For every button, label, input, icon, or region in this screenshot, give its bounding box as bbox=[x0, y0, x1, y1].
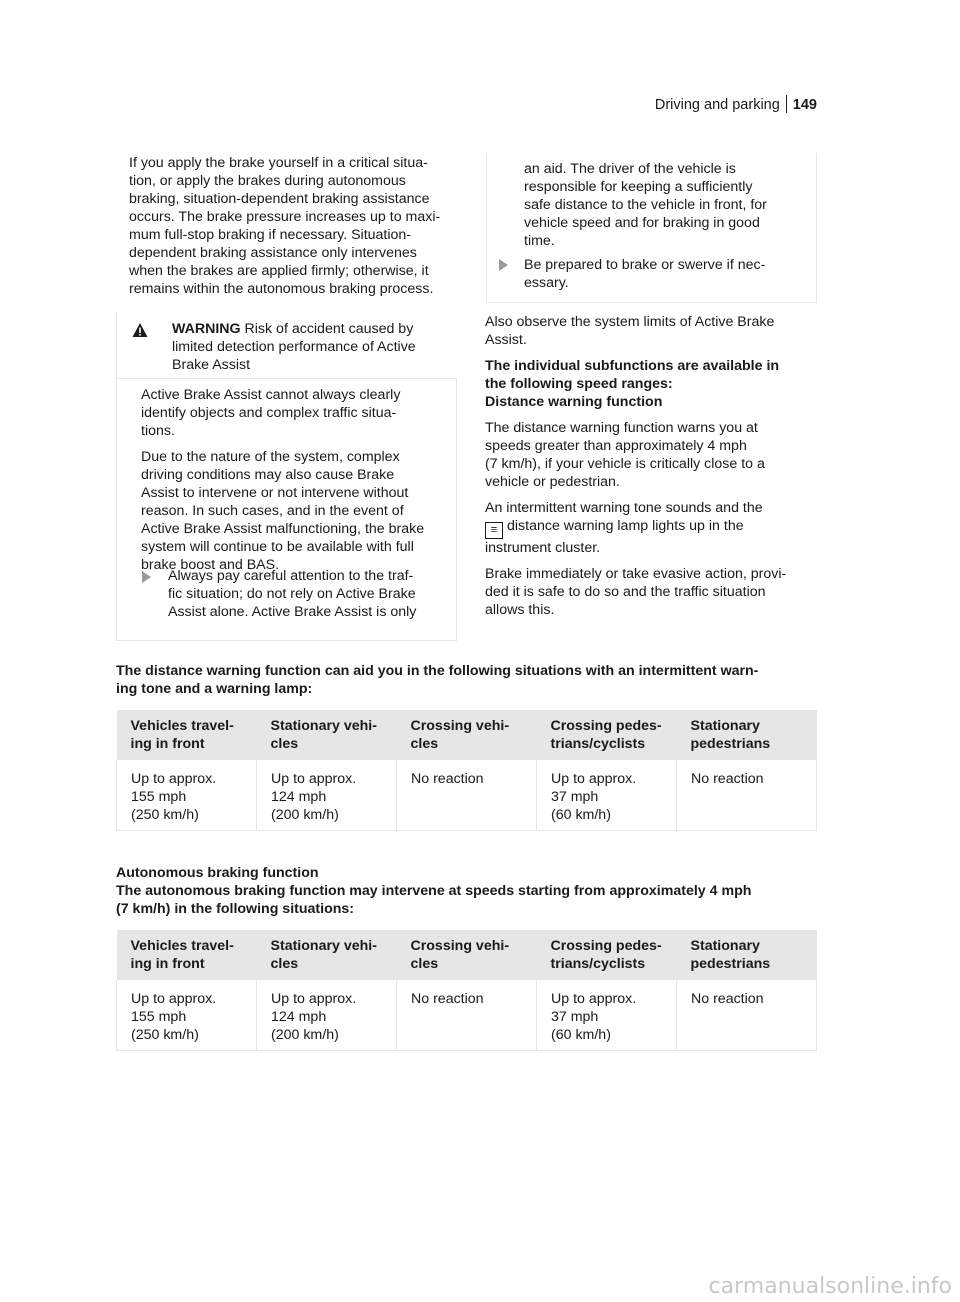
speed-table-distance-warning bbox=[116, 710, 817, 831]
right-column bbox=[485, 313, 825, 627]
text-line: Assist. bbox=[485, 332, 527, 348]
text-line: time. bbox=[524, 233, 555, 249]
subfunctions-heading bbox=[485, 357, 825, 393]
warning-bullet-text bbox=[168, 567, 453, 621]
warning-paragraph bbox=[141, 448, 441, 574]
text-line: Active Brake Assist malfunctioning, the brake bbox=[141, 521, 425, 537]
text-line: vehicle speed and for braking in good bbox=[524, 215, 760, 231]
warning-box-continuation bbox=[486, 153, 817, 303]
warning-triangle-icon bbox=[132, 322, 148, 338]
table-header-row bbox=[117, 710, 817, 760]
text-line: Active Brake Assist cannot always clearly bbox=[141, 387, 401, 403]
distance-lamp-paragraph bbox=[485, 499, 825, 557]
text-line: reason. In such cases, and in the event of bbox=[141, 503, 404, 519]
page-header bbox=[655, 95, 817, 114]
table-cell: No reaction bbox=[397, 760, 537, 831]
text-line: The distance warning function warns you at bbox=[485, 420, 758, 436]
speed-table-autonomous-braking bbox=[116, 930, 817, 1051]
warning-divider bbox=[117, 378, 456, 379]
text-line: system will continue to be available with full bbox=[141, 539, 414, 555]
bullet-arrow-icon bbox=[142, 571, 151, 583]
table-header-row bbox=[117, 930, 817, 980]
warning-header bbox=[117, 312, 458, 378]
text-line: Brake immediately or take evasive action, provi‐ bbox=[485, 566, 787, 582]
text-line: instrument cluster. bbox=[485, 540, 601, 556]
bullet-arrow-icon bbox=[499, 259, 508, 271]
text-line: identify objects and complex traffic situa‐ bbox=[141, 405, 397, 421]
section-title-distance bbox=[116, 662, 836, 698]
text-line: when the brakes are applied firmly; otherwise, it bbox=[129, 263, 429, 279]
bullet-text bbox=[524, 256, 809, 292]
warning-title bbox=[172, 320, 442, 374]
text-line: Risk of accident caused by bbox=[244, 321, 414, 337]
text-line: mum full-stop braking if necessary. Situation- bbox=[129, 227, 412, 243]
text-line: responsible for keeping a sufficiently bbox=[524, 179, 753, 195]
text-line: ing tone and a warning lamp: bbox=[116, 681, 313, 697]
table-row bbox=[117, 760, 817, 831]
page-number: 149 bbox=[792, 97, 817, 113]
table-cell: Up to approx. 155 mph (250 km/h) bbox=[117, 760, 257, 831]
text-line: brake boost and BAS. bbox=[141, 557, 280, 573]
table-header: Stationary vehi‐ cles bbox=[257, 710, 397, 760]
table-row bbox=[117, 980, 817, 1051]
text-line: occurs. The brake pressure increases up to maxi‐ bbox=[129, 209, 441, 225]
distance-paragraph bbox=[485, 419, 825, 491]
table-header: Crossing pedes‐ trians/cyclists bbox=[537, 710, 677, 760]
text-line: braking, situation-dependent braking assistance bbox=[129, 191, 430, 207]
text-line: Autonomous braking function bbox=[116, 865, 319, 881]
brake-paragraph bbox=[485, 565, 825, 619]
text-line: Be prepared to brake or swerve if nec‐ bbox=[524, 257, 766, 273]
text-line: ded it is safe to do so and the traffic situation bbox=[485, 584, 766, 600]
text-line: tion, or apply the brakes during autonomous bbox=[129, 173, 406, 189]
text-line: vehicle or pedestrian. bbox=[485, 474, 620, 490]
table-header: Stationary pedestrians bbox=[677, 930, 817, 980]
table-header: Crossing pedes‐ trians/cyclists bbox=[537, 930, 677, 980]
text-line: Also observe the system limits of Active Brake bbox=[485, 314, 775, 330]
watermark: carmanualsonline.info bbox=[708, 1274, 952, 1299]
distance-warning-heading: Distance warning function bbox=[485, 394, 663, 410]
warning-body bbox=[141, 386, 441, 582]
section-title-autonomous bbox=[116, 864, 836, 918]
text-line: tions. bbox=[141, 423, 175, 439]
text-line: Assist alone. Active Brake Assist is only bbox=[168, 604, 417, 620]
table-cell: No reaction bbox=[397, 980, 537, 1051]
text-line: fic situation; do not rely on Active Brake bbox=[168, 586, 416, 602]
section-name: Driving and parking bbox=[654, 97, 780, 113]
header-divider bbox=[786, 95, 787, 113]
text-line: (7 km/h) in the following situations: bbox=[116, 901, 355, 917]
text-line: If you apply the brake yourself in a critical situa‐ bbox=[129, 155, 428, 171]
text-line: Always pay careful attention to the traf‐ bbox=[168, 568, 414, 584]
text-line: An intermittent warning tone sounds and the bbox=[485, 500, 763, 516]
table-header: Stationary pedestrians bbox=[677, 710, 817, 760]
continuation-text bbox=[524, 160, 809, 250]
text-line: (7 km/h), if your vehicle is critically close to a bbox=[485, 456, 765, 472]
table-cell: Up to approx. 37 mph (60 km/h) bbox=[537, 760, 677, 831]
table-header: Crossing vehi‐ cles bbox=[397, 930, 537, 980]
text-line: limited detection performance of Active bbox=[172, 339, 416, 355]
table-cell: No reaction bbox=[677, 980, 817, 1051]
table-cell: Up to approx. 37 mph (60 km/h) bbox=[537, 980, 677, 1051]
text-line: remains within the autonomous braking process. bbox=[129, 281, 434, 297]
text-line: The distance warning function can aid you in the following situations with an intermittent warn‐ bbox=[116, 663, 759, 679]
text-line: allows this. bbox=[485, 602, 555, 618]
left-intro-paragraph bbox=[129, 154, 459, 298]
text-line: dependent braking assistance only intervenes bbox=[129, 245, 417, 261]
text-line: Assist to intervene or not intervene without bbox=[141, 485, 409, 501]
table-cell: Up to approx. 155 mph (250 km/h) bbox=[117, 980, 257, 1051]
table-header: Vehicles travel‐ ing in front bbox=[117, 710, 257, 760]
table-header: Vehicles travel‐ ing in front bbox=[117, 930, 257, 980]
warning-paragraph bbox=[141, 386, 441, 440]
table-header: Crossing vehi‐ cles bbox=[397, 710, 537, 760]
text-line: safe distance to the vehicle in front, for bbox=[524, 197, 767, 213]
text-line: speeds greater than approximately 4 mph bbox=[485, 438, 747, 454]
text-line: The individual subfunctions are available in bbox=[485, 358, 780, 374]
text-line: essary. bbox=[524, 275, 569, 291]
warning-box bbox=[116, 312, 457, 641]
table-header: Stationary vehi‐ cles bbox=[257, 930, 397, 980]
text-line: the following speed ranges: bbox=[485, 376, 673, 392]
text-line: an aid. The driver of the vehicle is bbox=[524, 161, 736, 177]
text-line: Brake Assist bbox=[172, 357, 251, 373]
distance-warning-lamp-icon: ≡ bbox=[485, 522, 503, 539]
table-cell: No reaction bbox=[677, 760, 817, 831]
table-cell: Up to approx. 124 mph (200 km/h) bbox=[257, 980, 397, 1051]
text-line: distance warning lamp lights up in the bbox=[507, 518, 744, 534]
text-line: Due to the nature of the system, complex bbox=[141, 449, 400, 465]
text-line: driving conditions may also cause Brake bbox=[141, 467, 395, 483]
text-line: The autonomous braking function may intervene at speeds starting from approximately 4 mph bbox=[116, 883, 752, 899]
warning-label: WARNING bbox=[172, 321, 241, 337]
observe-paragraph bbox=[485, 313, 825, 349]
table-cell: Up to approx. 124 mph (200 km/h) bbox=[257, 760, 397, 831]
